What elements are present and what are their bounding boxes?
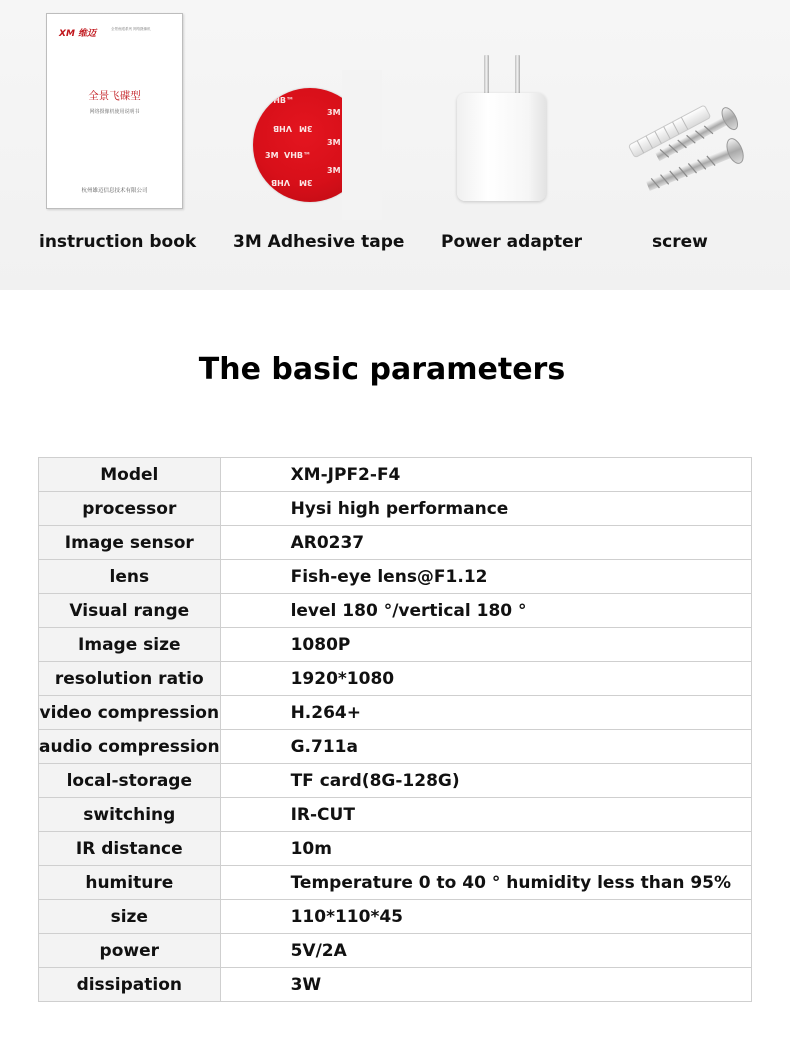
parameter-row bbox=[39, 866, 752, 900]
parameter-row bbox=[39, 696, 752, 730]
parameter-name: Image size bbox=[39, 628, 221, 662]
instruction-book-label: instruction book bbox=[39, 232, 197, 252]
tape-mark: 3M bbox=[299, 124, 313, 133]
parameter-row bbox=[39, 764, 752, 798]
parameter-row bbox=[39, 628, 752, 662]
screw-image bbox=[618, 88, 758, 196]
parameter-row bbox=[39, 458, 752, 492]
parameters-title: The basic parameters bbox=[198, 352, 566, 387]
parameter-name: video compression bbox=[39, 696, 221, 730]
parameter-value: Temperature 0 to 40 ° humidity less than 95% bbox=[220, 866, 751, 900]
tape-edge-mask bbox=[342, 70, 382, 220]
book-company: 杭州雄迈信息技术有限公司 bbox=[81, 188, 148, 194]
tape-mark: 3M bbox=[327, 108, 341, 117]
parameter-row bbox=[39, 492, 752, 526]
tape-mark: 3M bbox=[265, 151, 279, 160]
tape-mark: 3M bbox=[327, 138, 341, 147]
power-adapter-label: Power adapter bbox=[441, 232, 582, 252]
parameter-name: audio compression bbox=[39, 730, 221, 764]
tape-mark: 3M bbox=[327, 166, 341, 175]
parameters-table bbox=[38, 457, 752, 1002]
tape-mark: VHB™ bbox=[284, 151, 311, 160]
book-brand-logo: XM 维迈 bbox=[59, 29, 97, 39]
parameter-name: power bbox=[39, 934, 221, 968]
adapter-prong bbox=[484, 55, 489, 95]
parameter-row bbox=[39, 968, 752, 1002]
parameters-table-body bbox=[39, 458, 752, 1002]
parameter-value: 1920*1080 bbox=[220, 662, 751, 696]
parameter-row bbox=[39, 832, 752, 866]
book-subtitle: 网络摄像机使用说明书 bbox=[89, 109, 140, 115]
parameter-name: lens bbox=[39, 560, 221, 594]
book-title: 全景飞碟型 bbox=[88, 90, 141, 102]
parameter-name: processor bbox=[39, 492, 221, 526]
accessories-section bbox=[0, 0, 790, 290]
parameter-row bbox=[39, 594, 752, 628]
parameter-row bbox=[39, 730, 752, 764]
parameter-row bbox=[39, 900, 752, 934]
parameter-name: Model bbox=[39, 458, 221, 492]
tape-mark: 3M bbox=[299, 178, 313, 187]
parameter-value: 10m bbox=[220, 832, 751, 866]
parameter-row bbox=[39, 560, 752, 594]
adhesive-tape-label: 3M Adhesive tape bbox=[233, 232, 405, 252]
tape-mark: VHB bbox=[271, 178, 290, 187]
parameter-value: G.711a bbox=[220, 730, 751, 764]
parameter-value: XM-JPF2-F4 bbox=[220, 458, 751, 492]
screw-label: screw bbox=[652, 232, 708, 252]
parameter-name: Image sensor bbox=[39, 526, 221, 560]
parameter-value: Fish-eye lens@F1.12 bbox=[220, 560, 751, 594]
parameter-value: 3W bbox=[220, 968, 751, 1002]
parameter-value: TF card(8G-128G) bbox=[220, 764, 751, 798]
tape-mark: VHB bbox=[273, 124, 292, 133]
parameter-name: switching bbox=[39, 798, 221, 832]
parameter-row bbox=[39, 934, 752, 968]
parameter-name: IR distance bbox=[39, 832, 221, 866]
parameter-value: 1080P bbox=[220, 628, 751, 662]
parameter-name: size bbox=[39, 900, 221, 934]
parameter-name: Visual range bbox=[39, 594, 221, 628]
parameter-name: dissipation bbox=[39, 968, 221, 1002]
instruction-book-image bbox=[46, 13, 183, 209]
parameter-name: humiture bbox=[39, 866, 221, 900]
parameter-value: level 180 °/vertical 180 ° bbox=[220, 594, 751, 628]
parameter-row bbox=[39, 526, 752, 560]
parameter-name: resolution ratio bbox=[39, 662, 221, 696]
tape-mark: VHB™ bbox=[267, 96, 294, 105]
book-brand-subtitle: 全景鱼眼系列 网络摄像机 bbox=[111, 27, 151, 31]
power-adapter-image bbox=[457, 93, 546, 201]
parameter-value: Hysi high performance bbox=[220, 492, 751, 526]
parameter-value: AR0237 bbox=[220, 526, 751, 560]
parameter-value: IR-CUT bbox=[220, 798, 751, 832]
parameter-value: 110*110*45 bbox=[220, 900, 751, 934]
adapter-prong bbox=[515, 55, 520, 95]
parameter-row bbox=[39, 662, 752, 696]
parameter-name: local-storage bbox=[39, 764, 221, 798]
parameter-value: 5V/2A bbox=[220, 934, 751, 968]
parameter-row bbox=[39, 798, 752, 832]
parameter-value: H.264+ bbox=[220, 696, 751, 730]
